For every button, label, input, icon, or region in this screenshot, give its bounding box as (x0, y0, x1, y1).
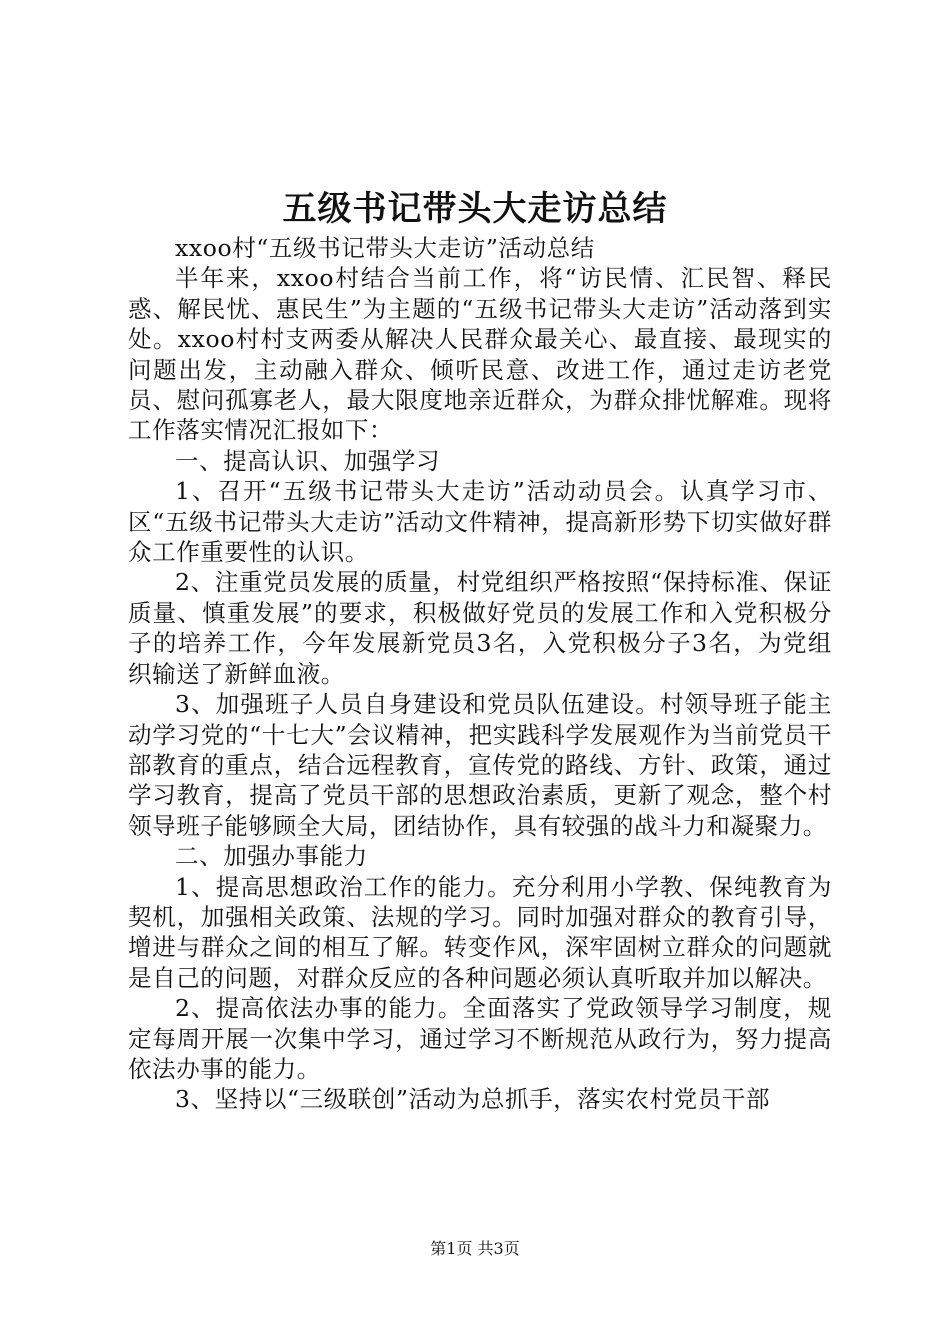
paragraph: 2、注重党员发展的质量，村党组织严格按照“保持标准、保证质量、慎重发展”的要求，积极做好党员的发展工作和入党积极分子的培养工作，今年发展新党员3名，入党积极分子3名，为党组织输送了新鲜血液。 (128, 568, 832, 688)
paragraph: 2、提高依法办事的能力。全面落实了党政领导学习制度，规定每周开展一次集中学习，通过学习不断规范从政行为，努力提高依法办事的能力。 (128, 994, 832, 1083)
paragraph: 3、坚持以“三级联创”活动为总抓手，落实农村党员干部 (175, 1085, 771, 1114)
paragraph: xxoo村“五级书记带头大走访”活动总结 (175, 234, 595, 262)
paragraph: 1、召开“五级书记带头大走访”活动动员会。认真学习市、区“五级书记带头大走访”活动文件精神，提高新形势下切实做好群众工作重要性的认识。 (128, 477, 832, 567)
document-body (128, 233, 832, 1115)
document-title: 五级书记带头大走访总结 (282, 189, 668, 229)
paragraph: 1、提高思想政治工作的能力。充分利用小学教、保纯教育为契机，加强相关政策、法规的学习。同时加强对群众的教育引导，增进与群众之间的相互了解。转变作风，深牢固树立群众的问题就是自己的问题，对群众反应的各种问题必须认真听取并加以解决。 (128, 872, 832, 992)
section-heading: 二、加强办事能力 (175, 842, 368, 871)
paragraph: 3、加强班子人员自身建设和党员队伍建设。村领导班子能主动学习党的“十七大”会议精神，把实践科学发展观作为当前党员干部教育的重点，结合远程教育，宣传党的路线、方针、政策，通过学习教育，提高了党员干部的思想政治素质，更新了观念，整个村领导班子能够顾全大局，团结协作，具有较强的战斗力和凝聚力。 (128, 690, 832, 840)
page-number-footer: 第1页 共3页 (430, 1239, 520, 1258)
paragraph: 半年来，xxoo村结合当前工作，将“访民情、汇民智、释民惑、解民忧、惠民生”为主题的“五级书记带头大走访”活动落到实处。xxoo村村支两委从解决人民群众最关心、最直接、最现实的问题出发，主动融入群众、倾听民意、改进工作，通过走访老党员、慰问孤寡老人，最大限度地亲近群众，为群众排忧解难。现将工作落实情况汇报如下： (128, 264, 832, 445)
section-heading: 一、提高认识、加强学习 (175, 446, 441, 475)
